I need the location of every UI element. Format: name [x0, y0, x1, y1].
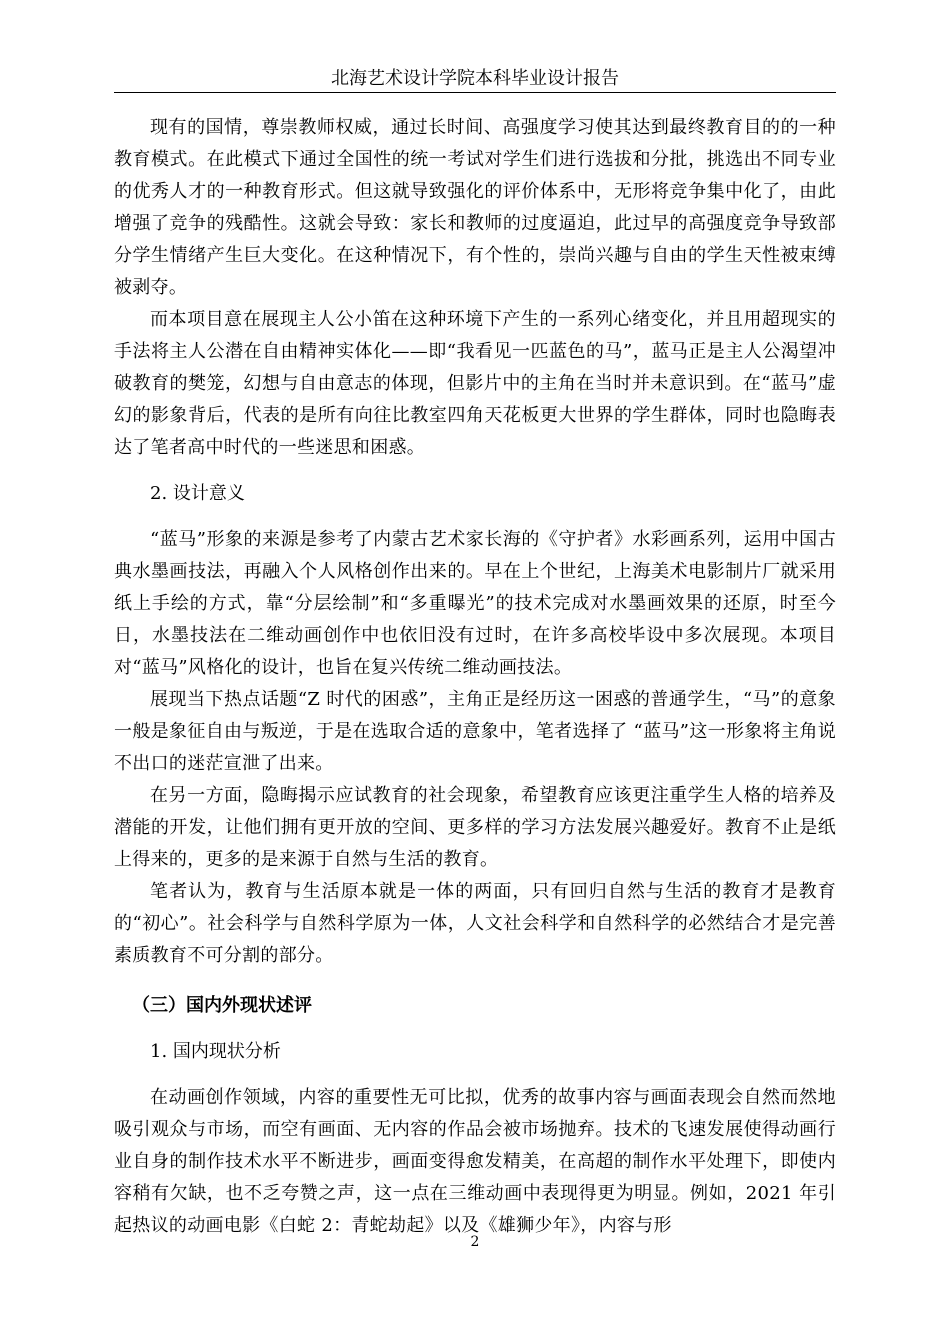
paragraph-education-reform: 在另一方面，隐晦揭示应试教育的社会现象，希望教育应该更注重学生人格的培养及潜能的开发，让他们拥有更开放的空间、更多样的学习方法发展兴趣爱好。教育不止是纸上得来的，更多的是来源于自然与生活的教育。 — [114, 785, 836, 870]
paragraph-education-and-life: 笔者认为，教育与生活原本就是一体的两面，只有回归自然与生活的教育才是教育的“初心”。社会科学与自然科学原为一体，人文社会科学和自然科学的必然结合才是完善素质教育不可分割的部分。 — [114, 881, 836, 966]
paragraph-blue-horse-origin: “蓝马”形象的来源是参考了内蒙古艺术家长海的《守护者》水彩画系列，运用中国古典水墨画技法，再融入个人风格创作出来的。早在上个世纪，上海美术电影制片厂就采用纸上手绘的方式，靠“分层绘制”和“多重曝光”的技术完成对水墨画效果的还原，时至今日，水墨技法在二维动画创作中也依旧没有过时，在许多高校毕设中多次展现。本项目对“蓝马”风格化的设计，也旨在复兴传统二维动画技法。 — [114, 529, 836, 678]
page-header: 北海艺术设计学院本科毕业设计报告 — [114, 66, 836, 93]
paragraph-gen-z-confusion: 展现当下热点话题“Z 时代的困惑”，主角正是经历这一困惑的普通学生，“马”的意象一般是象征自由与叛逆，于是在选取合适的意象中，笔者选择了 “蓝马”这一形象将主角说不出口的迷茫宣泄了出来。 — [114, 689, 836, 774]
heading-domestic-foreign-review: （三）国内外现状述评 — [132, 995, 312, 1016]
paragraph-animation-content: 在动画创作领域，内容的重要性无可比拟，优秀的故事内容与画面表现会自然而然地吸引观众与市场，而空有画面、无内容的作品会被市场抛弃。技术的飞速发展使得动画行业自身的制作技术水平不断进步，画面变得愈发精美，在高超的制作水平处理下，即使内容稍有欠缺，也不乏夸赞之声，这一点在三维动画中表现得更为明显。例如，2021 年引起热议的动画电影《白蛇 2：青蛇劫起》以及《雄狮少年》，内容与形 — [114, 1087, 836, 1236]
page-number: 2 — [470, 1234, 480, 1250]
paragraph-exam-education: 现有的国情，尊崇教师权威，通过长时间、高强度学习使其达到最终教育目的的一种教育模式。在此模式下通过全国性的统一考试对学生们进行选拔和分批，挑选出不同专业的优秀人才的一种教育形式。但这就导致强化的评价体系中，无形将竞争集中化了，由此增强了竞争的残酷性。这就会导致：家长和教师的过度逼迫，此过早的高强度竞争导致部分学生情绪产生巨大变化。在这种情况下，有个性的，崇尚兴趣与自由的学生天性被束缚被剥夺。 — [114, 117, 836, 298]
paragraph-project-intent: 而本项目意在展现主人公小笛在这种环境下产生的一系列心绪变化，并且用超现实的手法将主人公潜在自由精神实体化——即“我看见一匹蓝色的马”，蓝马正是主人公渴望冲破教育的樊笼，幻想与自由意志的体现，但影片中的主角在当时并未意识到。在“蓝马”虚幻的影象背后，代表的是所有向往比教室四角天花板更大世界的学生群体，同时也隐晦表达了笔者高中时代的一些迷思和困惑。 — [114, 309, 836, 458]
heading-domestic-analysis: 1. 国内现状分析 — [150, 1041, 281, 1062]
document-body — [114, 112, 836, 1242]
heading-design-significance: 2. 设计意义 — [150, 483, 245, 504]
